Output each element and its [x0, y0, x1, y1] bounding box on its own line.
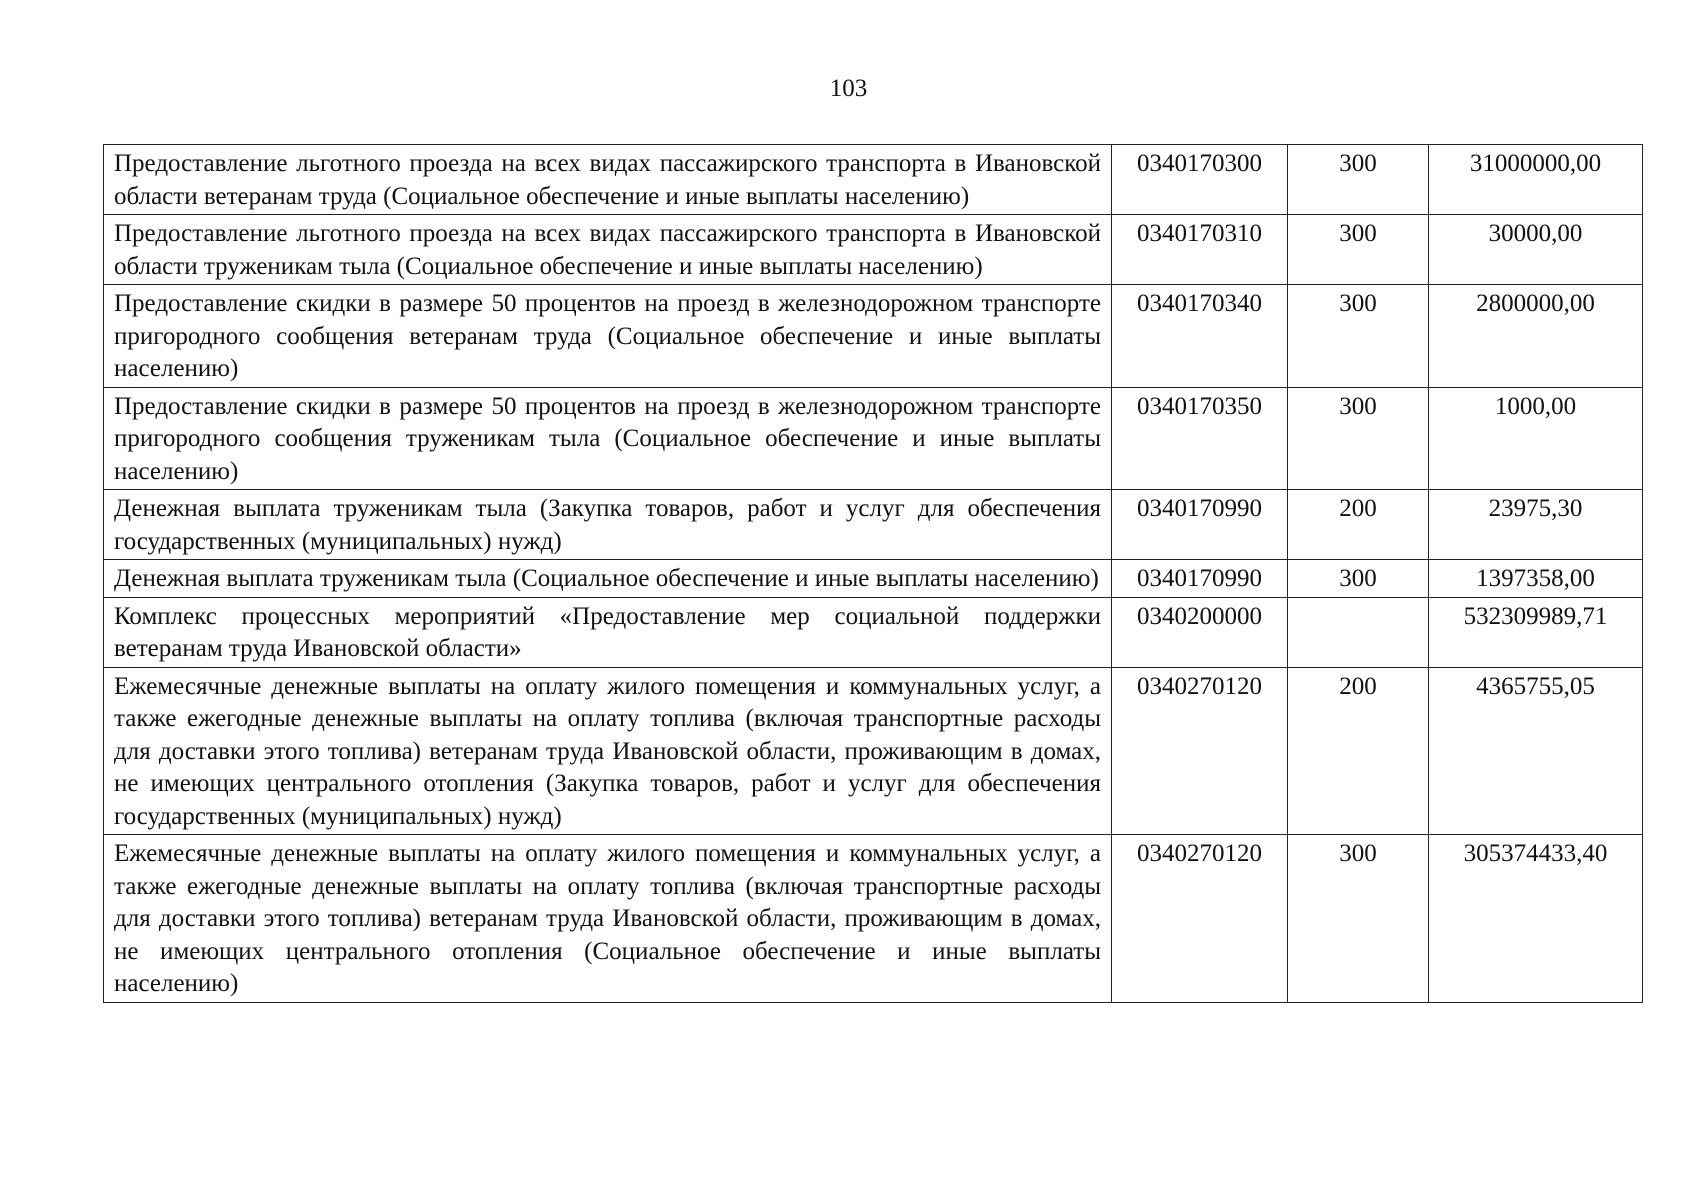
row-sum-cell: 23975,30 [1429, 490, 1643, 560]
row-type-cell: 200 [1288, 667, 1429, 835]
row-name-cell: Предоставление скидки в размере 50 процентов на проезд в железнодорожном транспорте пригородного сообщения ветеранам труда (Социальное обеспечение и иные выплаты населению) [104, 285, 1112, 388]
row-name-cell: Предоставление льготного проезда на всех видах пассажирского транспорта в Ивановской области труженикам тыла (Социальное обеспечение и иные выплаты населению) [104, 215, 1112, 285]
table-row [104, 145, 1643, 215]
row-sum-cell: 30000,00 [1429, 215, 1643, 285]
row-name-cell: Предоставление льготного проезда на всех видах пассажирского транспорта в Ивановской области ветеранам труда (Социальное обеспечение и иные выплаты населению) [104, 145, 1112, 215]
table-row [104, 667, 1643, 835]
row-name-cell: Ежемесячные денежные выплаты на оплату жилого помещения и коммунальных услуг, а также ежегодные денежные выплаты на оплату топлива (включая транспортные расходы для доставки этого топлива) ветеранам труда Ивановской области, проживающим в домах, не имеющих центрального отопления (Закупка товаров, работ и услуг для обеспечения государственных (муниципальных) нужд) [104, 667, 1112, 835]
row-sum-cell: 4365755,05 [1429, 667, 1643, 835]
table-row [104, 215, 1643, 285]
row-type-cell: 300 [1288, 560, 1429, 598]
row-code-cell: 0340200000 [1112, 597, 1288, 667]
row-type-cell [1288, 597, 1429, 667]
row-type-cell: 300 [1288, 387, 1429, 490]
page-number: 103 [829, 75, 868, 102]
row-sum-cell: 1000,00 [1429, 387, 1643, 490]
row-code-cell: 0340270120 [1112, 835, 1288, 1003]
row-sum-cell: 2800000,00 [1429, 285, 1643, 388]
row-name-cell: Денежная выплата труженикам тыла (Социальное обеспечение и иные выплаты населению) [104, 560, 1112, 598]
row-code-cell: 0340170310 [1112, 215, 1288, 285]
row-name-cell: Ежемесячные денежные выплаты на оплату жилого помещения и коммунальных услуг, а также ежегодные денежные выплаты на оплату топлива (включая транспортные расходы для доставки этого топлива) ветеранам труда Ивановской области, проживающим в домах, не имеющих центрального отопления (Социальное обеспечение и иные выплаты населению) [104, 835, 1112, 1003]
table-row [104, 560, 1643, 598]
row-type-cell: 300 [1288, 285, 1429, 388]
table-row [104, 835, 1643, 1003]
row-sum-cell: 305374433,40 [1429, 835, 1643, 1003]
row-code-cell: 0340170990 [1112, 490, 1288, 560]
row-name-cell: Предоставление скидки в размере 50 процентов на проезд в железнодорожном транспорте пригородного сообщения труженикам тыла (Социальное обеспечение и иные выплаты населению) [104, 387, 1112, 490]
row-type-cell: 300 [1288, 215, 1429, 285]
table-row [104, 490, 1643, 560]
row-name-cell: Денежная выплата труженикам тыла (Закупка товаров, работ и услуг для обеспечения государственных (муниципальных) нужд) [104, 490, 1112, 560]
row-code-cell: 0340170990 [1112, 560, 1288, 598]
row-code-cell: 0340170340 [1112, 285, 1288, 388]
row-code-cell: 0340170300 [1112, 145, 1288, 215]
table-row [104, 387, 1643, 490]
row-sum-cell: 31000000,00 [1429, 145, 1643, 215]
row-code-cell: 0340170350 [1112, 387, 1288, 490]
budget-table [103, 144, 1643, 1003]
row-type-cell: 300 [1288, 145, 1429, 215]
table-row [104, 285, 1643, 388]
row-sum-cell: 532309989,71 [1429, 597, 1643, 667]
row-type-cell: 200 [1288, 490, 1429, 560]
row-sum-cell: 1397358,00 [1429, 560, 1643, 598]
row-code-cell: 0340270120 [1112, 667, 1288, 835]
table-row [104, 597, 1643, 667]
row-name-cell: Комплекс процессных мероприятий «Предоставление мер социальной поддержки ветеранам труда Ивановской области» [104, 597, 1112, 667]
row-type-cell: 300 [1288, 835, 1429, 1003]
